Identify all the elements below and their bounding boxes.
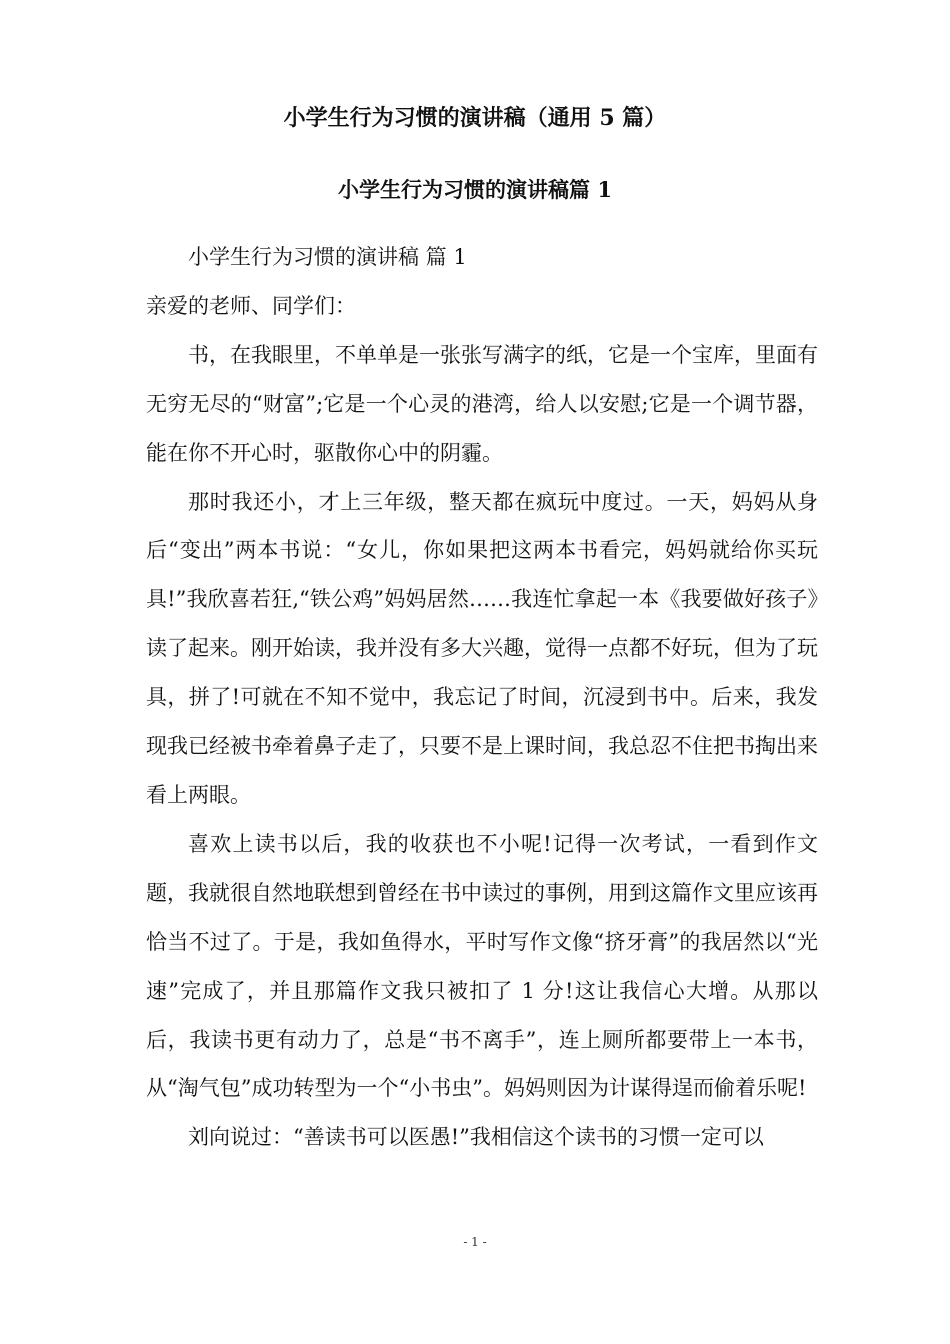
- section-title: 小学生行为习惯的演讲稿篇 1: [338, 177, 612, 202]
- document-title: 小学生行为习惯的演讲稿（通用 5 篇）: [283, 105, 667, 131]
- page-number: - 1 -: [463, 1235, 487, 1249]
- salutation-paragraph: 亲爱的老师、同学们：: [146, 293, 356, 318]
- body-paragraph: 那时我还小，才上三年级，整天都在疯玩中度过。一天，妈妈从身后“变出”两本书说：“女儿，你如果把这两本书看完，妈妈就给你买玩具!”我欣喜若狂,“铁公鸡”妈妈居然……我连忙拿起一本《我要做好孩子》读了起来。刚开始读，我并没有多大兴趣，觉得一点都不好玩，但为了玩具，拼了!可就在不知不觉中，我忘记了时间，沉浸到书中。后来，我发现我已经被书牵着鼻子走了，只要不是上课时间，我总忍不住把书掏出来看上两眼。: [146, 489, 818, 807]
- body-paragraph: 书，在我眼里，不单单是一张张写满字的纸，它是一个宝库，里面有无穷无尽的“财富”;它是一个心灵的港湾，给人以安慰;它是一个调节器，能在你不开心时，驱散你心中的阴霾。: [146, 342, 818, 465]
- document-body: [146, 233, 818, 1162]
- body-paragraph: 刘向说过：“善读书可以医愚!”我相信这个读书的习惯一定可以: [188, 1125, 764, 1150]
- subheading-paragraph: 小学生行为习惯的演讲稿 篇 1: [188, 245, 467, 269]
- body-paragraph: 喜欢上读书以后，我的收获也不小呢!记得一次考试，一看到作文题，我就很自然地联想到曾经在书中读过的事例，用到这篇作文里应该再恰当不过了。于是，我如鱼得水，平时写作文像“挤牙膏”的我居然以“光速”完成了，并且那篇作文我只被扣了 1 分!这让我信心大增。从那以后，我读书更有动力了，总是“书不离手”，连上厕所都要带上一本书，从“淘气包”成功转型为一个“小书虫”。妈妈则因为计谋得逞而偷着乐呢!: [146, 831, 818, 1101]
